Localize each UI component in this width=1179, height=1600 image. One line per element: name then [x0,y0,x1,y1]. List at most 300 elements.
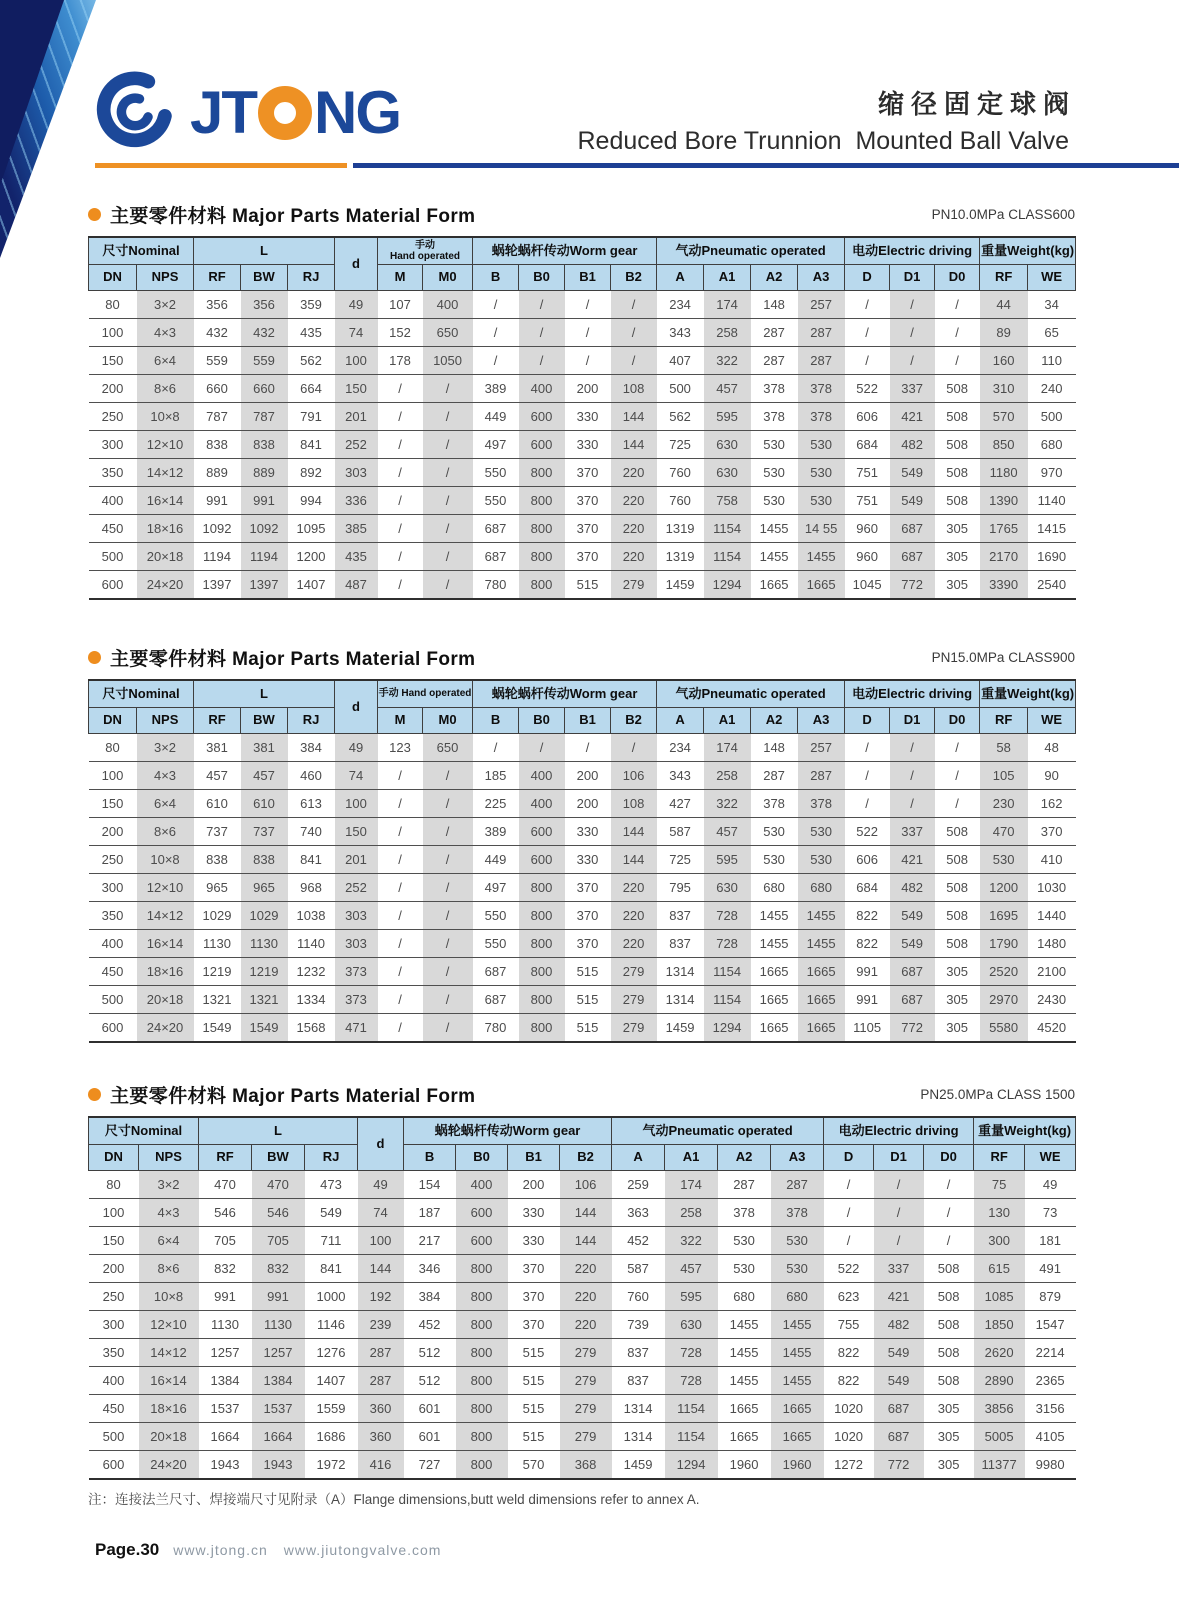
cell: 549 [874,1339,924,1367]
cell: 279 [560,1395,612,1423]
brand-left-letters: JT [190,79,257,146]
cell: 800 [519,958,565,986]
cell: 1455 [751,515,798,543]
cell: 879 [1025,1283,1076,1311]
cell: / [378,818,423,846]
cell: / [423,403,473,431]
column-group-header: 重量Weight(kg) [980,680,1076,708]
cell: 508 [935,487,980,515]
table-row [89,431,1076,459]
cell: / [423,459,473,487]
cell: 838 [241,846,288,874]
cell: 549 [305,1199,358,1227]
cell: 12×10 [139,1311,199,1339]
cell: 530 [798,818,845,846]
cell: 471 [335,1014,378,1043]
cell: 1050 [423,347,473,375]
cell: 1272 [824,1451,874,1480]
cell: 1459 [657,571,704,600]
cell: 1200 [980,874,1028,902]
cell: 1455 [798,930,845,958]
cell: 684 [845,874,890,902]
cell: 410 [1028,846,1076,874]
cell: 1537 [199,1395,252,1423]
cell: 330 [565,403,611,431]
cell: 1943 [252,1451,305,1480]
cell: 350 [89,459,137,487]
cell: 508 [924,1367,974,1395]
jtong-logo [90,70,400,156]
cell: 322 [665,1227,718,1255]
cell: 1690 [1028,543,1076,571]
cell: / [473,319,519,347]
column-header: RF [974,1145,1025,1171]
cell: 150 [89,1227,139,1255]
cell: 530 [771,1255,824,1283]
cell: 687 [890,515,935,543]
cell: 252 [335,874,378,902]
cell: 350 [89,1339,139,1367]
cell: 705 [199,1227,252,1255]
cell: 1154 [704,543,751,571]
section-class900 [88,643,1075,1043]
cell: 300 [89,1311,139,1339]
cell: 80 [89,734,137,762]
cell: 432 [241,319,288,347]
cell: 1397 [194,571,241,600]
section-class600 [88,200,1075,600]
table-row [89,1311,1076,1339]
cell: 482 [890,874,935,902]
cell: 49 [335,734,378,762]
cell: 363 [612,1199,665,1227]
cell: / [378,487,423,515]
cell: 1219 [194,958,241,986]
cell: 1455 [771,1367,824,1395]
cell: 508 [935,874,980,902]
cell: 1459 [612,1451,665,1480]
cell: 370 [1028,818,1076,846]
cell: 500 [1028,403,1076,431]
cell: / [473,347,519,375]
cell: 1549 [241,1014,288,1043]
cell: 279 [611,958,657,986]
cell: 1960 [718,1451,771,1480]
cell: 1790 [980,930,1028,958]
cell: 1455 [798,902,845,930]
parts-table-class1500 [88,1116,1076,1480]
cell: 549 [890,930,935,958]
cell: 687 [473,543,519,571]
cell: 515 [565,571,611,600]
cell: 144 [611,818,657,846]
cell: 110 [1028,347,1076,375]
cell: 760 [657,487,704,515]
cell: 600 [519,403,565,431]
cell: 822 [845,930,890,958]
cell: 546 [252,1199,305,1227]
cell: 600 [89,1451,139,1480]
cell: 378 [751,403,798,431]
cell: 600 [456,1227,508,1255]
column-header: A3 [798,708,845,734]
cell: 1850 [974,1311,1025,1339]
cell: 220 [611,930,657,958]
cell: 1020 [824,1395,874,1423]
cell: 1390 [980,487,1028,515]
cell: 787 [241,403,288,431]
cell: 350 [89,902,137,930]
cell: / [378,515,423,543]
cell: 1219 [241,958,288,986]
cell: / [378,543,423,571]
cell: / [935,319,980,347]
cell: 370 [565,902,611,930]
cell: 1257 [252,1339,305,1367]
table-row [89,958,1076,986]
cell: 1140 [1028,487,1076,515]
cell: 330 [565,818,611,846]
cell: 287 [798,319,845,347]
table-row [89,319,1076,347]
cell: / [565,734,611,762]
cell: 2170 [980,543,1028,571]
cell: 570 [508,1451,560,1480]
cell: 381 [241,734,288,762]
cell: 687 [874,1423,924,1451]
cell: 187 [404,1199,456,1227]
cell: 400 [423,291,473,319]
cell: 1455 [771,1339,824,1367]
cell: 497 [473,874,519,902]
cell: / [423,930,473,958]
column-header: RF [194,265,241,291]
cell: 1194 [241,543,288,571]
cell: / [423,543,473,571]
cell: 337 [874,1255,924,1283]
cell: 687 [890,543,935,571]
cell: 407 [657,347,704,375]
cell: 530 [718,1227,771,1255]
cell: / [423,958,473,986]
cell: 3856 [974,1395,1025,1423]
cell: 832 [199,1255,252,1283]
cell: 960 [845,543,890,571]
cell: 482 [890,431,935,459]
cell: 530 [718,1255,771,1283]
cell: 100 [335,347,378,375]
cell: 108 [611,375,657,403]
cell: 660 [241,375,288,403]
cell: / [824,1199,874,1227]
cell: 832 [252,1255,305,1283]
cell: 530 [751,431,798,459]
cell: 1665 [798,986,845,1014]
cell: 837 [612,1367,665,1395]
table-row [89,1395,1076,1423]
cell: 2970 [980,986,1028,1014]
title-chinese: 缩径固定球阀 [877,89,1076,119]
column-header: B2 [560,1145,612,1171]
cell: / [874,1171,924,1199]
column-header: D1 [874,1145,924,1171]
cell: 14×12 [139,1339,199,1367]
cell: 100 [89,319,137,347]
cell: 508 [935,375,980,403]
cell: 24×20 [137,1014,194,1043]
cell: 130 [974,1199,1025,1227]
cell: / [423,487,473,515]
cell: 1765 [980,515,1028,543]
cell: 1154 [665,1423,718,1451]
table-row [89,1283,1076,1311]
cell: 606 [845,403,890,431]
cell: 610 [241,790,288,818]
cell: 550 [473,487,519,515]
cell: 800 [519,986,565,1014]
cell: 389 [473,818,519,846]
cell: 1321 [194,986,241,1014]
cell: 287 [798,762,845,790]
cell: 508 [924,1255,974,1283]
cell: / [378,762,423,790]
cell: 1154 [704,958,751,986]
cell: / [935,790,980,818]
cell: 330 [508,1227,560,1255]
cell: 144 [611,431,657,459]
cell: 250 [89,403,137,431]
cell: 595 [704,403,751,431]
cell: 303 [335,930,378,958]
cell: 1105 [845,1014,890,1043]
column-group-header: 尺寸Nominal [89,680,194,708]
cell: 279 [611,1014,657,1043]
cell: 300 [974,1227,1025,1255]
column-header: D [845,708,890,734]
cell: 800 [456,1283,508,1311]
cell: 144 [560,1199,612,1227]
column-header: NPS [137,265,194,291]
column-header: BW [252,1145,305,1171]
cell: 200 [565,790,611,818]
cell: 12×10 [137,874,194,902]
cell: 16×14 [139,1367,199,1395]
cell: / [845,734,890,762]
cell: 595 [704,846,751,874]
cell: 8×6 [137,375,194,403]
brand-o-icon [258,86,312,140]
column-header: A3 [798,265,845,291]
cell: 310 [980,375,1028,403]
cell: 100 [358,1227,404,1255]
cell: 457 [194,762,241,790]
cell: 687 [874,1395,924,1423]
column-header: B [473,708,519,734]
cell: 105 [980,762,1028,790]
cell: 305 [935,515,980,543]
cell: 370 [508,1283,560,1311]
cell: 378 [798,790,845,818]
cell: 432 [194,319,241,347]
table-row [89,515,1076,543]
cell: 220 [611,902,657,930]
cell: 200 [89,1255,139,1283]
cell: 1276 [305,1339,358,1367]
cell: 508 [935,403,980,431]
cell: 201 [335,846,378,874]
cell: 4×3 [139,1199,199,1227]
cell: 220 [560,1255,612,1283]
cell: 287 [751,762,798,790]
cell: 2540 [1028,571,1076,600]
cell: 150 [89,347,137,375]
cell: / [845,291,890,319]
cell: 606 [845,846,890,874]
cell: 370 [508,1255,560,1283]
cell: 687 [890,986,935,1014]
column-header: A2 [751,708,798,734]
section-header [88,1080,1075,1108]
cell: / [824,1171,874,1199]
cell: 1029 [241,902,288,930]
cell: 3390 [980,571,1028,600]
cell: 760 [657,459,704,487]
column-header: D0 [924,1145,974,1171]
cell: 452 [404,1311,456,1339]
cell: 1686 [305,1423,358,1451]
cell: / [378,874,423,902]
table-row [89,790,1076,818]
cell: 144 [611,403,657,431]
cell: 530 [798,459,845,487]
cell: 152 [378,319,423,347]
cell: 482 [874,1311,924,1339]
table-row [89,1423,1076,1451]
cell: 1146 [305,1311,358,1339]
cell: 217 [404,1227,456,1255]
cell: 150 [335,375,378,403]
cell: 838 [194,846,241,874]
cell: 400 [519,375,565,403]
column-header: B1 [508,1145,560,1171]
cell: 508 [924,1283,974,1311]
cell: / [378,1014,423,1043]
cell: 185 [473,762,519,790]
cell: 1257 [199,1339,252,1367]
cell: 8×6 [139,1255,199,1283]
cell: 800 [519,874,565,902]
cell: 300 [89,431,137,459]
cell: 250 [89,1283,139,1311]
column-header: B [404,1145,456,1171]
cell: 772 [874,1451,924,1480]
cell: 822 [845,902,890,930]
cell: 4105 [1025,1423,1076,1451]
cell: 368 [560,1451,612,1480]
cell: 154 [404,1171,456,1199]
cell: 220 [611,874,657,902]
column-header: A [657,265,704,291]
column-header: RF [980,708,1028,734]
cell: 1095 [288,515,335,543]
cell: 1384 [252,1367,305,1395]
cell: 473 [305,1171,358,1199]
cell: 550 [473,930,519,958]
table-row [89,1451,1076,1480]
cell: / [611,291,657,319]
cell: / [378,375,423,403]
column-group-header: L [194,680,335,708]
cell: 1154 [704,986,751,1014]
cell: 1665 [751,1014,798,1043]
cell: 1480 [1028,930,1076,958]
cell: 1397 [241,571,288,600]
corner-swoosh-decoration [0,0,100,258]
cell: / [890,291,935,319]
cell: 343 [657,319,704,347]
cell: 389 [473,375,519,403]
cell: 751 [845,487,890,515]
cell: / [423,515,473,543]
cell: 500 [89,986,137,1014]
cell: 728 [704,902,751,930]
cell: 1130 [252,1311,305,1339]
cell: 49 [1025,1171,1076,1199]
cell: 220 [611,487,657,515]
table-row [89,1227,1076,1255]
cell: / [611,734,657,762]
cell: 162 [1028,790,1076,818]
cell: 49 [335,291,378,319]
cell: / [890,347,935,375]
column-header: M [378,265,423,291]
column-header: WE [1028,708,1076,734]
cell: 1455 [751,930,798,958]
cell: 200 [565,762,611,790]
cell: / [935,762,980,790]
column-header: D1 [890,265,935,291]
cell: 1194 [194,543,241,571]
cell: 2890 [974,1367,1025,1395]
cell: 1455 [718,1311,771,1339]
table-row [89,571,1076,600]
column-group-header: 手动 Hand operated [378,680,473,708]
cell: 1319 [657,543,704,571]
cell: 181 [1025,1227,1076,1255]
column-group-header: 气动Pneumatic operated [657,680,845,708]
cell: 822 [824,1367,874,1395]
column-group-header: 手动 Hand operated [378,237,473,265]
cell: 148 [751,291,798,319]
cell: 305 [924,1395,974,1423]
section-title: 主要零件材料 Major Parts Material Form [110,205,476,227]
cell: 287 [358,1339,404,1367]
cell: / [824,1227,874,1255]
cell: / [890,319,935,347]
cell: 725 [657,431,704,459]
column-header: B0 [456,1145,508,1171]
cell: 1334 [288,986,335,1014]
cell: 373 [335,958,378,986]
cell: 800 [519,902,565,930]
cell: 508 [935,459,980,487]
cell: 370 [565,487,611,515]
cell: 530 [751,846,798,874]
cell: 487 [335,571,378,600]
cell: 755 [824,1311,874,1339]
column-group-header: 电动Electric driving [845,237,980,265]
cell: 680 [798,874,845,902]
